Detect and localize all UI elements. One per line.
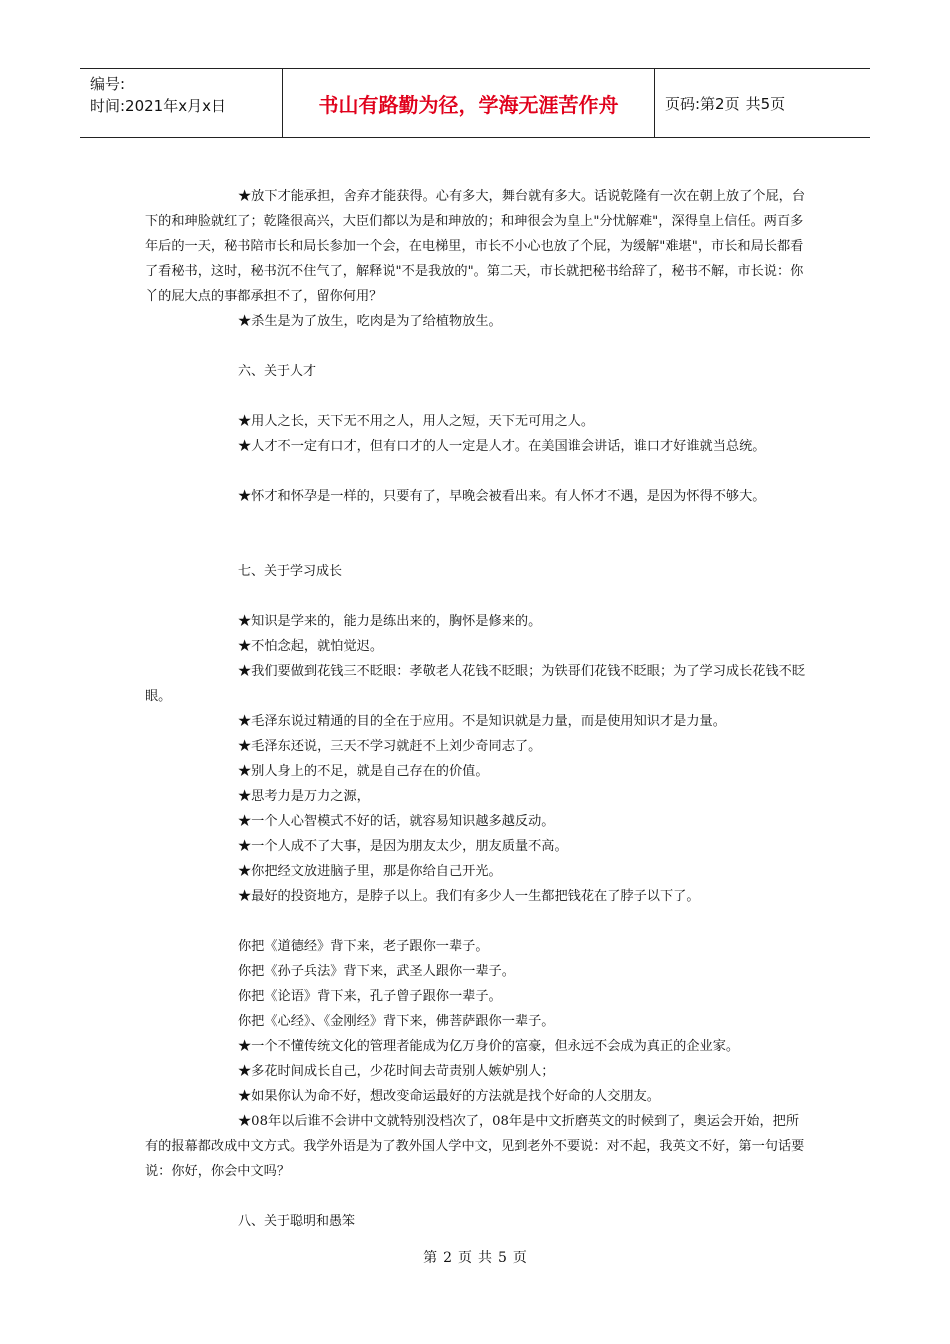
paragraph: 你把《孙子兵法》背下来，武圣人跟你一辈子。 <box>238 964 515 979</box>
paragraph: 你把《道德经》背下来，老子跟你一辈子。 <box>238 939 489 954</box>
paragraph: ★放下才能承担，舍弃才能获得。心有多大，舞台就有多大。话说乾隆有一次在朝上放了个屁，台下的和珅脸就红了；乾隆很高兴，大臣们都以为是和珅放的；和珅很会为皇上"分忧解难"，深得皇上信任。两百多年后的一天，秘书陪市长和局长参加一个会，在电梯里，市长不小心也放了个屁，为缓解"难堪"，市长和局长都看了看秘书，这时，秘书沉不住气了，解释说"不是我放的"。第二天，市长就把秘书给辞了，秘书不解，市长说：你丫的屁大点的事都承担不了，留你何用？ <box>145 189 806 304</box>
paragraph: ★怀才和怀孕是一样的，只要有了，早晚会被看出来。有人怀才不遇，是因为怀得不够大。 <box>238 489 766 504</box>
paragraph: ★一个人心智模式不好的话，就容易知识越多越反动。 <box>238 814 555 829</box>
header-page-label: 页码:第2页 <box>665 94 740 113</box>
footer-total-word: 共 <box>478 1250 492 1266</box>
paragraph: ★别人身上的不足，就是自己存在的价值。 <box>238 764 489 779</box>
paragraph: ★如果你认为命不好，想改变命运最好的方法就是找个好命的人交朋友。 <box>238 1089 660 1104</box>
paragraph: ★知识是学来的，能力是练出来的，胸怀是修来的。 <box>238 614 542 629</box>
page-footer <box>0 1247 950 1267</box>
paragraph: ★一个不懂传统文化的管理者能成为亿万身价的富豪，但永远不会成为真正的企业家。 <box>238 1039 740 1054</box>
footer-page-unit: 页 <box>458 1250 472 1266</box>
section-heading: 八、关于聪明和愚笨 <box>238 1214 356 1229</box>
paragraph: ★08年以后谁不会讲中文就特别没档次了，08年是中文折磨英文的时候到了，奥运会开始，把所有的报幕都改成中文方式。我学外语是为了教外国人学中文，见到老外不要说：对不起，我英文不好，第一句话要说：你好，你会中文吗？ <box>145 1114 805 1179</box>
paragraph: ★人才不一定有口才，但有口才的人一定是人才。在美国谁会讲话，谁口才好谁就当总统。 <box>238 439 766 454</box>
paragraph: ★杀生是为了放生，吃肉是为了给植物放生。 <box>238 314 502 329</box>
section-heading: 六、关于人才 <box>238 364 317 379</box>
paragraph: ★多花时间成长自己，少花时间去苛责别人嫉妒别人； <box>238 1064 555 1079</box>
paragraph: ★最好的投资地方，是脖子以上。我们有多少人一生都把钱花在了脖子以下了。 <box>238 889 700 904</box>
paragraph: ★思考力是万力之源， <box>238 789 370 804</box>
header-divider <box>654 69 655 137</box>
header-meta <box>90 73 280 117</box>
paragraph: ★我们要做到花钱三不眨眼：孝敬老人花钱不眨眼；为铁哥们花钱不眨眼；为了学习成长花钱不眨眼。 <box>145 664 806 704</box>
header-motto: 书山有路勤为径，学海无涯苦作舟 <box>318 92 619 117</box>
footer-page-num: 2 <box>443 1250 452 1266</box>
paragraph: ★用人之长，天下无不用之人，用人之短，天下无可用之人。 <box>238 414 595 429</box>
footer-total-num: 5 <box>498 1250 507 1266</box>
section-heading: 七、关于学习成长 <box>238 564 343 579</box>
footer-total-unit: 页 <box>512 1250 527 1266</box>
number-label: 编号: <box>90 75 126 93</box>
paragraph: ★一个人成不了大事，是因为朋友太少，朋友质量不高。 <box>238 839 568 854</box>
header-page-info <box>665 69 791 137</box>
page-header <box>80 68 870 138</box>
paragraph: ★毛泽东说过精通的目的全在于应用。不是知识就是力量，而是使用知识才是力量。 <box>238 714 726 729</box>
paragraph: ★毛泽东还说，三天不学习就赶不上刘少奇同志了。 <box>238 739 542 754</box>
header-total-label: 共5页 <box>745 94 786 113</box>
footer-page-word: 第 <box>423 1250 438 1266</box>
document-body <box>145 184 810 1234</box>
paragraph: 你把《论语》背下来，孔子曾子跟你一辈子。 <box>238 989 502 1004</box>
date-label: 时间:2021年x月x日 <box>90 97 226 115</box>
paragraph: ★你把经文放进脑子里，那是你给自己开光。 <box>238 864 502 879</box>
paragraph: 你把《心经》、《金刚经》背下来，佛菩萨跟你一辈子。 <box>238 1014 555 1029</box>
paragraph: ★不怕念起，就怕觉迟。 <box>238 639 384 654</box>
